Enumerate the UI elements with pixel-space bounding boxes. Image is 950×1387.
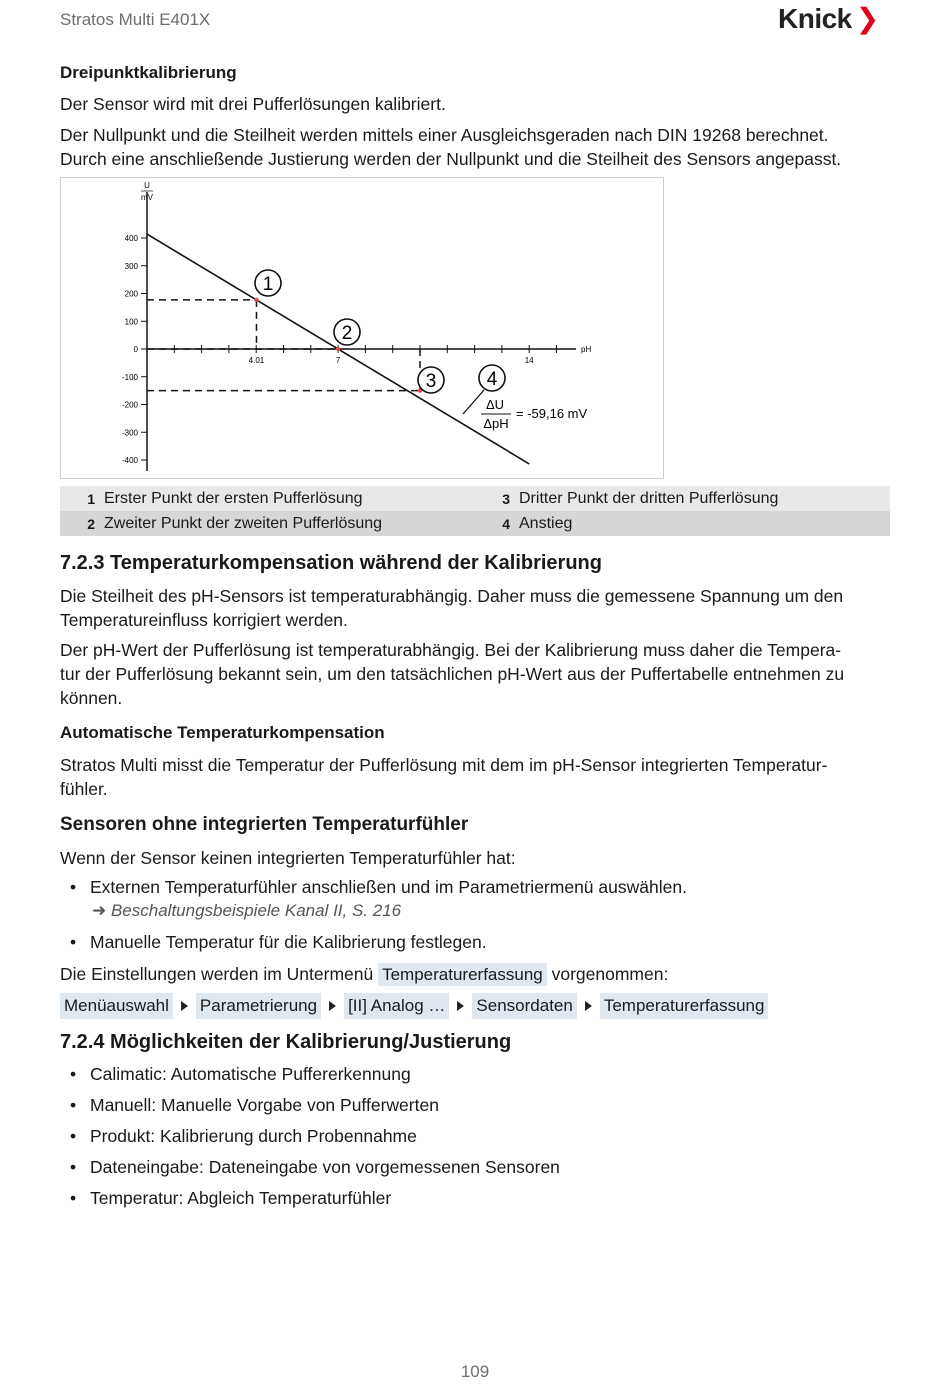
y-tick-label: 200 (124, 289, 138, 299)
calibration-point-1 (254, 298, 258, 302)
legend-number: 4 (502, 515, 510, 532)
page-number: 109 (460, 1362, 490, 1381)
paragraph: fühler. (60, 779, 108, 799)
section-heading-7-2-4: 7.2.4 Möglichkeiten der Kalibrierung/Justierung (60, 1031, 512, 1053)
legend-row (60, 511, 890, 536)
paragraph: Stratos Multi misst die Temperatur der Pufferlösung mit dem im pH-Sensor integrierten Temperatur- (60, 755, 828, 775)
submenu-tag: Temperaturerfassung (378, 963, 547, 986)
breadcrumb-item: Sensordaten (472, 993, 576, 1019)
list-item: • Dateneingabe: Dateneingabe von vorgemessenen Sensoren (70, 1157, 560, 1177)
settings-text: vorgenommen: (551, 964, 669, 984)
marker-3-label: 3 (425, 371, 437, 392)
paragraph: Durch eine anschließende Justierung werden der Nullpunkt und die Steilheit des Sensors angepasst. (60, 149, 842, 169)
list-item-text: Manuell: Manuelle Vorgabe von Pufferwerten (90, 1095, 439, 1115)
paragraph: können. (60, 688, 123, 708)
legend-number: 2 (87, 515, 95, 532)
x-tick-label: 4.01 (248, 356, 265, 365)
chart-legend (60, 486, 890, 536)
paragraph: tur der Pufferlösung bekannt sein, um den tatsächlichen pH-Wert aus der Puffertabelle entnehmen zu (60, 664, 845, 684)
list-item-text: Dateneingabe: Dateneingabe von vorgemessenen Sensoren (90, 1157, 560, 1177)
legend-item (475, 490, 890, 508)
settings-paragraph (60, 962, 668, 987)
list-item: • Manuelle Temperatur für die Kalibrierung festlegen. (70, 932, 487, 952)
breadcrumb-item: [II] Analog … (344, 993, 449, 1019)
logo-chevron-icon: ❯ (855, 3, 879, 34)
legend-number: 1 (87, 490, 95, 507)
y-tick-label: -400 (121, 456, 138, 465)
y-axis-unit: mV (141, 193, 153, 202)
triangle-right-icon (329, 1001, 336, 1011)
legend-item (475, 515, 890, 533)
x-axis-unit: pH (581, 345, 592, 354)
slope-denominator: ΔpH (483, 416, 509, 431)
y-tick-label: -200 (121, 400, 138, 410)
y-tick-label: 300 (124, 261, 138, 271)
y-axis-unit: U (144, 181, 150, 190)
legend-item (60, 490, 475, 508)
marker-4-label: 4 (486, 369, 498, 390)
cross-reference-link[interactable]: ➜ Beschaltungsbeispiele Kanal II, S. 216 (92, 901, 402, 920)
calibration-point-2 (336, 347, 340, 351)
triangle-right-icon (585, 1001, 592, 1011)
paragraph: Der Nullpunkt und die Steilheit werden mittels einer Ausgleichsgeraden nach DIN 19268 berechnet. (60, 125, 829, 145)
document-header-title: Stratos Multi E401X (60, 10, 211, 29)
legend-text: Erster Punkt der ersten Pufferlösung (104, 489, 363, 507)
calibration-chart (60, 177, 664, 479)
paragraph: Der Sensor wird mit drei Pufferlösungen kalibriert. (60, 94, 446, 114)
legend-number: 3 (502, 490, 510, 507)
legend-text: Dritter Punkt der dritten Pufferlösung (519, 489, 779, 507)
calibration-chart-svg (61, 178, 663, 478)
y-tick-label: 100 (124, 317, 138, 327)
legend-item (60, 515, 475, 533)
y-tick-label: 0 (133, 345, 138, 354)
breadcrumb-item: Temperaturerfassung (600, 993, 769, 1019)
list-item: • Temperatur: Abgleich Temperaturfühler (70, 1188, 392, 1208)
slope-pointer-line (463, 390, 484, 414)
legend-row (60, 486, 890, 511)
list-item-text: Calimatic: Automatische Puffererkennung (90, 1064, 411, 1084)
legend-text: Zweiter Punkt der zweiten Pufferlösung (104, 514, 383, 532)
y-tick-label: -300 (121, 428, 138, 438)
triangle-right-icon (181, 1001, 188, 1011)
x-tick-label: 7 (335, 356, 341, 365)
menu-breadcrumb (60, 993, 768, 1019)
settings-text: Die Einstellungen werden im Untermenü (60, 964, 374, 984)
paragraph: Wenn der Sensor keinen integrierten Temperaturfühler hat: (60, 848, 516, 868)
logo-text: Knick (778, 3, 852, 34)
paragraph: Temperatureinfluss korrigiert werden. (60, 610, 348, 630)
section-heading-7-2-3: 7.2.3 Temperaturkompensation während der Kalibrierung (60, 552, 602, 574)
list-item: • Calimatic: Automatische Puffererkennung (70, 1064, 411, 1084)
list-item-text: Externen Temperaturfühler anschließen und im Parametriermenü auswählen. (90, 877, 687, 897)
y-tick-label: -100 (121, 372, 138, 382)
marker-2-label: 2 (341, 323, 353, 344)
slope-numerator: ΔU (485, 397, 505, 412)
list-item: • Manuell: Manuelle Vorgabe von Pufferwerten (70, 1095, 439, 1115)
section-heading-dreipunkt: Dreipunktkalibrierung (60, 63, 237, 82)
paragraph: Die Steilheit des pH-Sensors ist temperaturabhängig. Daher muss die gemessene Spannung um den (60, 586, 844, 606)
breadcrumb-item: Menüauswahl (60, 993, 173, 1019)
list-item: • Externen Temperaturfühler anschließen und im Parametriermenü auswählen. (70, 877, 687, 897)
triangle-right-icon (457, 1001, 464, 1011)
list-item-text: Produkt: Kalibrierung durch Probennahme (90, 1126, 417, 1146)
legend-text: Anstieg (519, 514, 573, 532)
breadcrumb-item: Parametrierung (196, 993, 321, 1019)
paragraph: Der pH-Wert der Pufferlösung ist temperaturabhängig. Bei der Kalibrierung muss daher die Tempera- (60, 640, 842, 660)
sub-heading-auto-temp: Automatische Temperaturkompensation (60, 723, 385, 742)
list-item-text: Temperatur: Abgleich Temperaturfühler (90, 1188, 392, 1208)
slope-value: = -59,16 mV (516, 406, 588, 421)
list-item-text: Manuelle Temperatur für die Kalibrierung festlegen. (90, 932, 487, 952)
knick-logo (778, 2, 879, 35)
x-tick-label: 14 (524, 356, 534, 365)
marker-1-label: 1 (262, 274, 274, 295)
y-tick-label: 400 (124, 234, 138, 243)
section-heading-sensoren: Sensoren ohne integrierten Temperaturfühler (60, 814, 469, 835)
list-item: • Produkt: Kalibrierung durch Probennahme (70, 1126, 417, 1146)
